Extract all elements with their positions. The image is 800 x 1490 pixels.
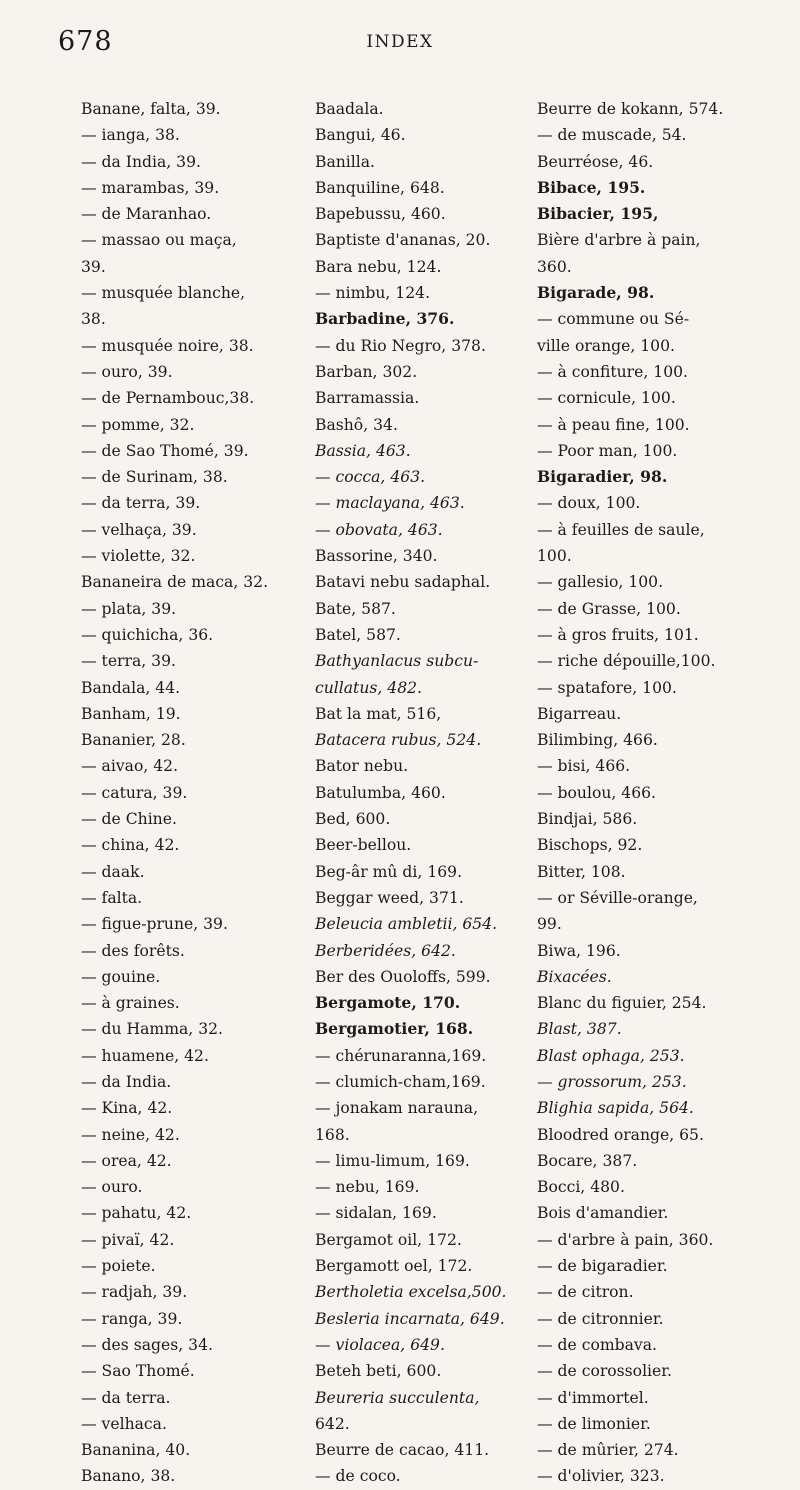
index-entry: Barramassia. <box>315 389 420 408</box>
index-entry: Barban, 302. <box>315 362 418 381</box>
index-entry: — spatafore, 100. <box>537 678 677 697</box>
index-entry: ville orange, 100. <box>537 336 675 355</box>
index-entry: — daak. <box>81 862 145 881</box>
index-entry: — musquée noire, 38. <box>81 336 254 355</box>
index-entry: — nebu, 169. <box>315 1178 420 1197</box>
index-entry: — quichicha, 36. <box>81 625 214 644</box>
index-entry: — de bigaradier. <box>537 1257 668 1276</box>
index-entry: — d'arbre à pain, 360. <box>537 1230 714 1249</box>
index-entry: — du Hamma, 32. <box>81 1020 224 1039</box>
index-entry: Beureria succulenta, <box>315 1388 480 1407</box>
index-entry: — massao ou maça, <box>81 231 237 250</box>
index-entry: — de muscade, 54. <box>537 126 687 145</box>
index-entry: — cornicule, 100. <box>537 389 676 408</box>
index-entry: Banane, falta, 39. <box>81 100 221 118</box>
index-entry: Baadala. <box>315 100 384 118</box>
index-entry: — des sages, 34. <box>81 1335 213 1354</box>
index-entry: Bangui, 46. <box>315 126 406 145</box>
index-entry: Banquiline, 648. <box>315 178 445 197</box>
index-entry: — Kina, 42. <box>81 1099 173 1118</box>
index-entry: Bilimbing, 466. <box>537 731 658 750</box>
index-entry: Ber des Ouoloffs, 599. <box>315 967 491 986</box>
index-entry: — violacea, 649. <box>315 1335 445 1354</box>
index-entry: — or Séville-orange, <box>537 888 698 907</box>
index-entry: Bigarreau. <box>537 704 622 723</box>
index-entry: cullatus, 482. <box>315 678 422 697</box>
index-entry: Bitter, 108. <box>537 862 626 881</box>
index-entry: Beer-bellou. <box>315 836 412 855</box>
index-entry: — velhaça, 39. <box>81 520 197 539</box>
index-entry: Bibacier, 195, <box>537 204 659 224</box>
index-entry: Bigarade, 98. <box>537 283 655 303</box>
index-entry: Beurre de kokann, 574. <box>537 100 724 118</box>
index-entry: — ouro. <box>81 1178 143 1197</box>
index-entry: — falta. <box>81 888 143 907</box>
index-entry: Bananina, 40. <box>81 1441 191 1460</box>
index-entry: Bapebussu, 460. <box>315 205 446 224</box>
index-entry: Blanc du figuier, 254. <box>537 994 707 1013</box>
index-entry: — jonakam narauna, <box>315 1099 479 1118</box>
index-entry: Bertholetia excelsa,500. <box>315 1283 507 1302</box>
index-entry: 38. <box>81 310 106 329</box>
index-entry: — huamene, 42. <box>81 1046 209 1065</box>
index-entry: Beurréose, 46. <box>537 152 654 171</box>
index-entry: — de Grasse, 100. <box>537 599 681 618</box>
index-entry: — de citron. <box>537 1283 634 1302</box>
index-entry: Beleucia ambletii, 654. <box>315 915 498 934</box>
index-entry: 100. <box>537 547 572 566</box>
index-entry: Bara nebu, 124. <box>315 257 442 276</box>
index-entry: Bator nebu. <box>315 757 409 776</box>
index-entry: Biwa, 196. <box>537 941 621 960</box>
index-entry: Bischops, 92. <box>537 836 643 855</box>
index-entry: Bananeira de maca, 32. <box>81 573 269 592</box>
index-entry: — pomme, 32. <box>81 415 195 434</box>
index-entry: — Poor man, 100. <box>537 441 678 460</box>
index-entry: — de Maranhao. <box>81 205 212 224</box>
index-entry: — de coco. <box>315 1467 401 1486</box>
index-entry: — de limonier. <box>537 1414 651 1433</box>
index-entry: — da India, 39. <box>81 152 201 171</box>
index-entry: — musquée blanche, <box>81 284 246 303</box>
index-entry: — orea, 42. <box>81 1151 172 1170</box>
index-entry: — à graines. <box>81 994 180 1013</box>
index-entry: — d'immortel. <box>537 1388 649 1407</box>
index-entry: — des forêts. <box>81 941 185 960</box>
index-entry: — marambas, 39. <box>81 178 220 197</box>
index-entry: 168. <box>315 1125 350 1144</box>
index-entry: Blighia sapida, 564. <box>537 1099 694 1118</box>
index-entry: — riche dépouille,100. <box>537 652 716 671</box>
index-entry: — violette, 32. <box>81 547 196 566</box>
index-entry: — chérunaranna,169. <box>315 1046 487 1065</box>
index-entry: Bergamot oil, 172. <box>315 1230 462 1249</box>
index-entry: Bixacées. <box>537 967 612 986</box>
index-entry: — de Surinam, 38. <box>81 468 228 487</box>
index-entry: — doux, 100. <box>537 494 641 513</box>
index-entry: — terra, 39. <box>81 652 176 671</box>
index-entry: Bathyanlacus subcu- <box>315 652 479 671</box>
index-entry: Besleria incarnata, 649. <box>315 1309 505 1328</box>
index-entry: — de Pernambouc,38. <box>81 389 255 408</box>
index-entry: — à confiture, 100. <box>537 362 688 381</box>
index-entry: — china, 42. <box>81 836 180 855</box>
index-entry: — de mûrier, 274. <box>537 1441 679 1460</box>
index-entry: Berberidées, 642. <box>315 941 456 960</box>
index-entry: — nimbu, 124. <box>315 284 431 303</box>
index-entry: Bergamote, 170. <box>315 993 461 1013</box>
index-entry: — commune ou Sé- <box>537 310 690 329</box>
index-entry: 642. <box>315 1414 350 1433</box>
index-entry: — à gros fruits, 101. <box>537 625 699 644</box>
index-entry: — gallesio, 100. <box>537 573 664 592</box>
index-entry: — aivao, 42. <box>81 757 179 776</box>
index-entry: Bat la mat, 516, <box>315 704 442 723</box>
index-entry: — da India. <box>81 1072 172 1091</box>
index-entry: Bed, 600. <box>315 810 391 829</box>
index-entry: Beurre de cacao, 411. <box>315 1441 490 1460</box>
index-entry: — du Rio Negro, 378. <box>315 336 486 355</box>
index-entry: — de citronnier. <box>537 1309 664 1328</box>
index-entry: — ianga, 38. <box>81 126 180 145</box>
index-entry: Bigaradier, 98. <box>537 467 668 487</box>
index-entry: Bocci, 480. <box>537 1178 625 1197</box>
index-entry: Bandala, 44. <box>81 678 181 697</box>
index-entry: 39. <box>81 257 106 276</box>
index-entry: Banano, 38. <box>81 1467 176 1486</box>
index-entry: — pivaï, 42. <box>81 1230 175 1249</box>
index-entry: Baptiste d'ananas, 20. <box>315 231 491 250</box>
index-entry: Blast ophaga, 253. <box>537 1046 685 1065</box>
index-entry: Beggar weed, 371. <box>315 888 464 907</box>
index-entry: Bassia, 463. <box>315 441 411 460</box>
index-entry: Blast, 387. <box>537 1020 622 1039</box>
index-column-1 <box>81 96 289 1490</box>
index-entry: Bindjai, 586. <box>537 810 638 829</box>
index-entry: — grossorum, 253. <box>537 1072 687 1091</box>
index-entry: Bois d'amandier. <box>537 1204 669 1223</box>
index-column-2 <box>315 96 523 1490</box>
index-entry: Bloodred orange, 65. <box>537 1125 704 1144</box>
index-entry: — cocca, 463. <box>315 468 426 487</box>
index-entry: Banham, 19. <box>81 704 181 723</box>
index-entry: — de Sao Thomé, 39. <box>81 441 249 460</box>
index-entry: — d'olivier, 323. <box>537 1467 665 1486</box>
index-entry: Bate, 587. <box>315 599 396 618</box>
index-entry: — catura, 39. <box>81 783 188 802</box>
index-entry: — ouro, 39. <box>81 362 173 381</box>
index-entry: — figue-prune, 39. <box>81 915 228 934</box>
index-entry: Bergamott oel, 172. <box>315 1257 473 1276</box>
index-entry: — ranga, 39. <box>81 1309 183 1328</box>
index-entry: — obovata, 463. <box>315 520 443 539</box>
index-entry: — bisi, 466. <box>537 757 631 776</box>
index-entry: Bocare, 387. <box>537 1151 638 1170</box>
index-entry: — à peau fine, 100. <box>537 415 690 434</box>
index-entry: Bibace, 195. <box>537 177 646 197</box>
index-entry: Bashô, 34. <box>315 415 398 434</box>
index-entry: Bassorine, 340. <box>315 547 438 566</box>
index-entry: Batacera rubus, 524. <box>315 731 482 750</box>
index-entry: Batulumba, 460. <box>315 783 446 802</box>
index-entry: Beteh beti, 600. <box>315 1362 442 1381</box>
index-entry: 360. <box>537 257 572 276</box>
index-entry: — de corossolier. <box>537 1362 672 1381</box>
index-entry: — neine, 42. <box>81 1125 180 1144</box>
index-entry: — de Chine. <box>81 810 177 829</box>
index-entry: Bananier, 28. <box>81 731 186 750</box>
index-entry: Barbadine, 376. <box>315 309 455 329</box>
index-entry: — sidalan, 169. <box>315 1204 437 1223</box>
index-entry: — da terra. <box>81 1388 171 1407</box>
page-header <box>0 26 800 66</box>
index-entry: — de combava. <box>537 1335 657 1354</box>
page-number: 678 <box>58 26 113 57</box>
index-column-3 <box>537 96 755 1490</box>
index-entry: — pahatu, 42. <box>81 1204 192 1223</box>
index-entry: 99. <box>537 915 562 934</box>
index-entry: — boulou, 466. <box>537 783 657 802</box>
index-entry: Beg-âr mû di, 169. <box>315 862 463 881</box>
index-entry: — à feuilles de saule, <box>537 520 705 539</box>
index-entry: — maclayana, 463. <box>315 494 465 513</box>
index-entry: — clumich-cham,169. <box>315 1072 486 1091</box>
index-entry: Batel, 587. <box>315 625 401 644</box>
index-entry: Bergamotier, 168. <box>315 1019 474 1039</box>
index-entry: — poiete. <box>81 1257 156 1276</box>
index-entry: — gouine. <box>81 967 161 986</box>
index-entry: — limu-limum, 169. <box>315 1151 470 1170</box>
index-entry: Banilla. <box>315 152 376 171</box>
index-entry: — da terra, 39. <box>81 494 201 513</box>
index-entry: Batavi nebu sadaphal. <box>315 573 491 592</box>
index-entry: — velhaca. <box>81 1414 167 1433</box>
index-entry: Bière d'arbre à pain, <box>537 231 701 250</box>
index-entry: — Sao Thomé. <box>81 1362 195 1381</box>
running-title: INDEX <box>366 32 434 52</box>
index-entry: — plata, 39. <box>81 599 177 618</box>
index-entry: — radjah, 39. <box>81 1283 188 1302</box>
